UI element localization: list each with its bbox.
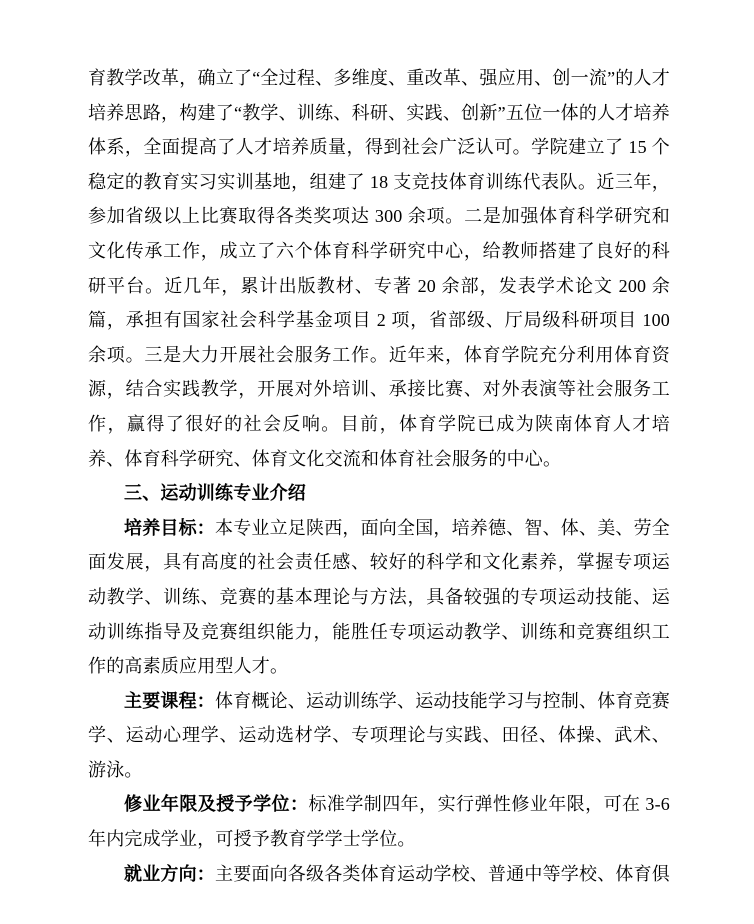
section-heading-sports-training-major: 三、运动训练专业介绍: [124, 483, 306, 504]
paragraph-text-career-direction: 主要面向各级各类体育运动学校、普通中等学校、体育俱: [215, 863, 670, 884]
paragraph-college-overview-continued: 育教学改革，确立了“全过程、多维度、重改革、强应用、创一流”的人才培养思路，构建了“教学、训练、科研、实践、创新”五位一体的人才培养体系，全面提高了人才培养质量，得到社会广泛认可。学院建立了 15 个稳定的教育实习实训基地，组建了 18 支竞技体育训练代表队。近三年，参加省级以上比赛取得各类奖项达 300 余项。二是加强体育科学研究和文化传承工作，成立了六个体育科学研究中心，给教师搭建了良好的科研平台。近几年，累计出版教材、专著 20 余部，发表学术论文 200 余篇，承担有国家社会科学基金项目 2 项，省部级、厅局级科研项目 100 余项。三是大力开展社会服务工作。近年来，体育学院充分利用体育资源，结合实践教学，开展对外培训、承接比赛、对外表演等社会服务工作，赢得了很好的社会反响。目前，体育学院已成为陕南体育人才培养、体育科学研究、体育文化交流和体育社会服务的中心。: [88, 68, 670, 469]
paragraph-text-main-courses: 体育概论、运动训练学、运动技能学习与控制、体育竞赛学、运动心理学、运动选材学、专项理论与实践、田径、体操、武术、游泳。: [88, 690, 670, 780]
text-block: [88, 61, 670, 891]
paragraph-label-career-direction: 就业方向：: [124, 863, 215, 884]
paragraph-label-training-objectives: 培养目标：: [124, 517, 215, 538]
paragraph-text-duration-and-degree: 标准学制四年，实行弹性修业年限，可在 3-6 年内完成学业，可授予教育学学士学位。: [88, 794, 670, 850]
paragraph-main-courses: [88, 684, 670, 788]
paragraph-label-main-courses: 主要课程：: [124, 690, 215, 711]
paragraph-training-objectives: [88, 511, 670, 684]
paragraph-career-direction: [88, 857, 670, 892]
paragraph-label-duration-and-degree: 修业年限及授予学位：: [124, 794, 309, 815]
paragraph-text-training-objectives: 本专业立足陕西，面向全国，培养德、智、体、美、劳全面发展，具有高度的社会责任感、较好的科学和文化素养，掌握专项运动教学、训练、竞赛的基本理论与方法，具备较强的专项运动技能、运动训练指导及竞赛组织能力，能胜任专项运动教学、训练和竞赛组织工作的高素质应用型人才。: [88, 517, 670, 677]
paragraph-duration-and-degree: [88, 787, 670, 856]
